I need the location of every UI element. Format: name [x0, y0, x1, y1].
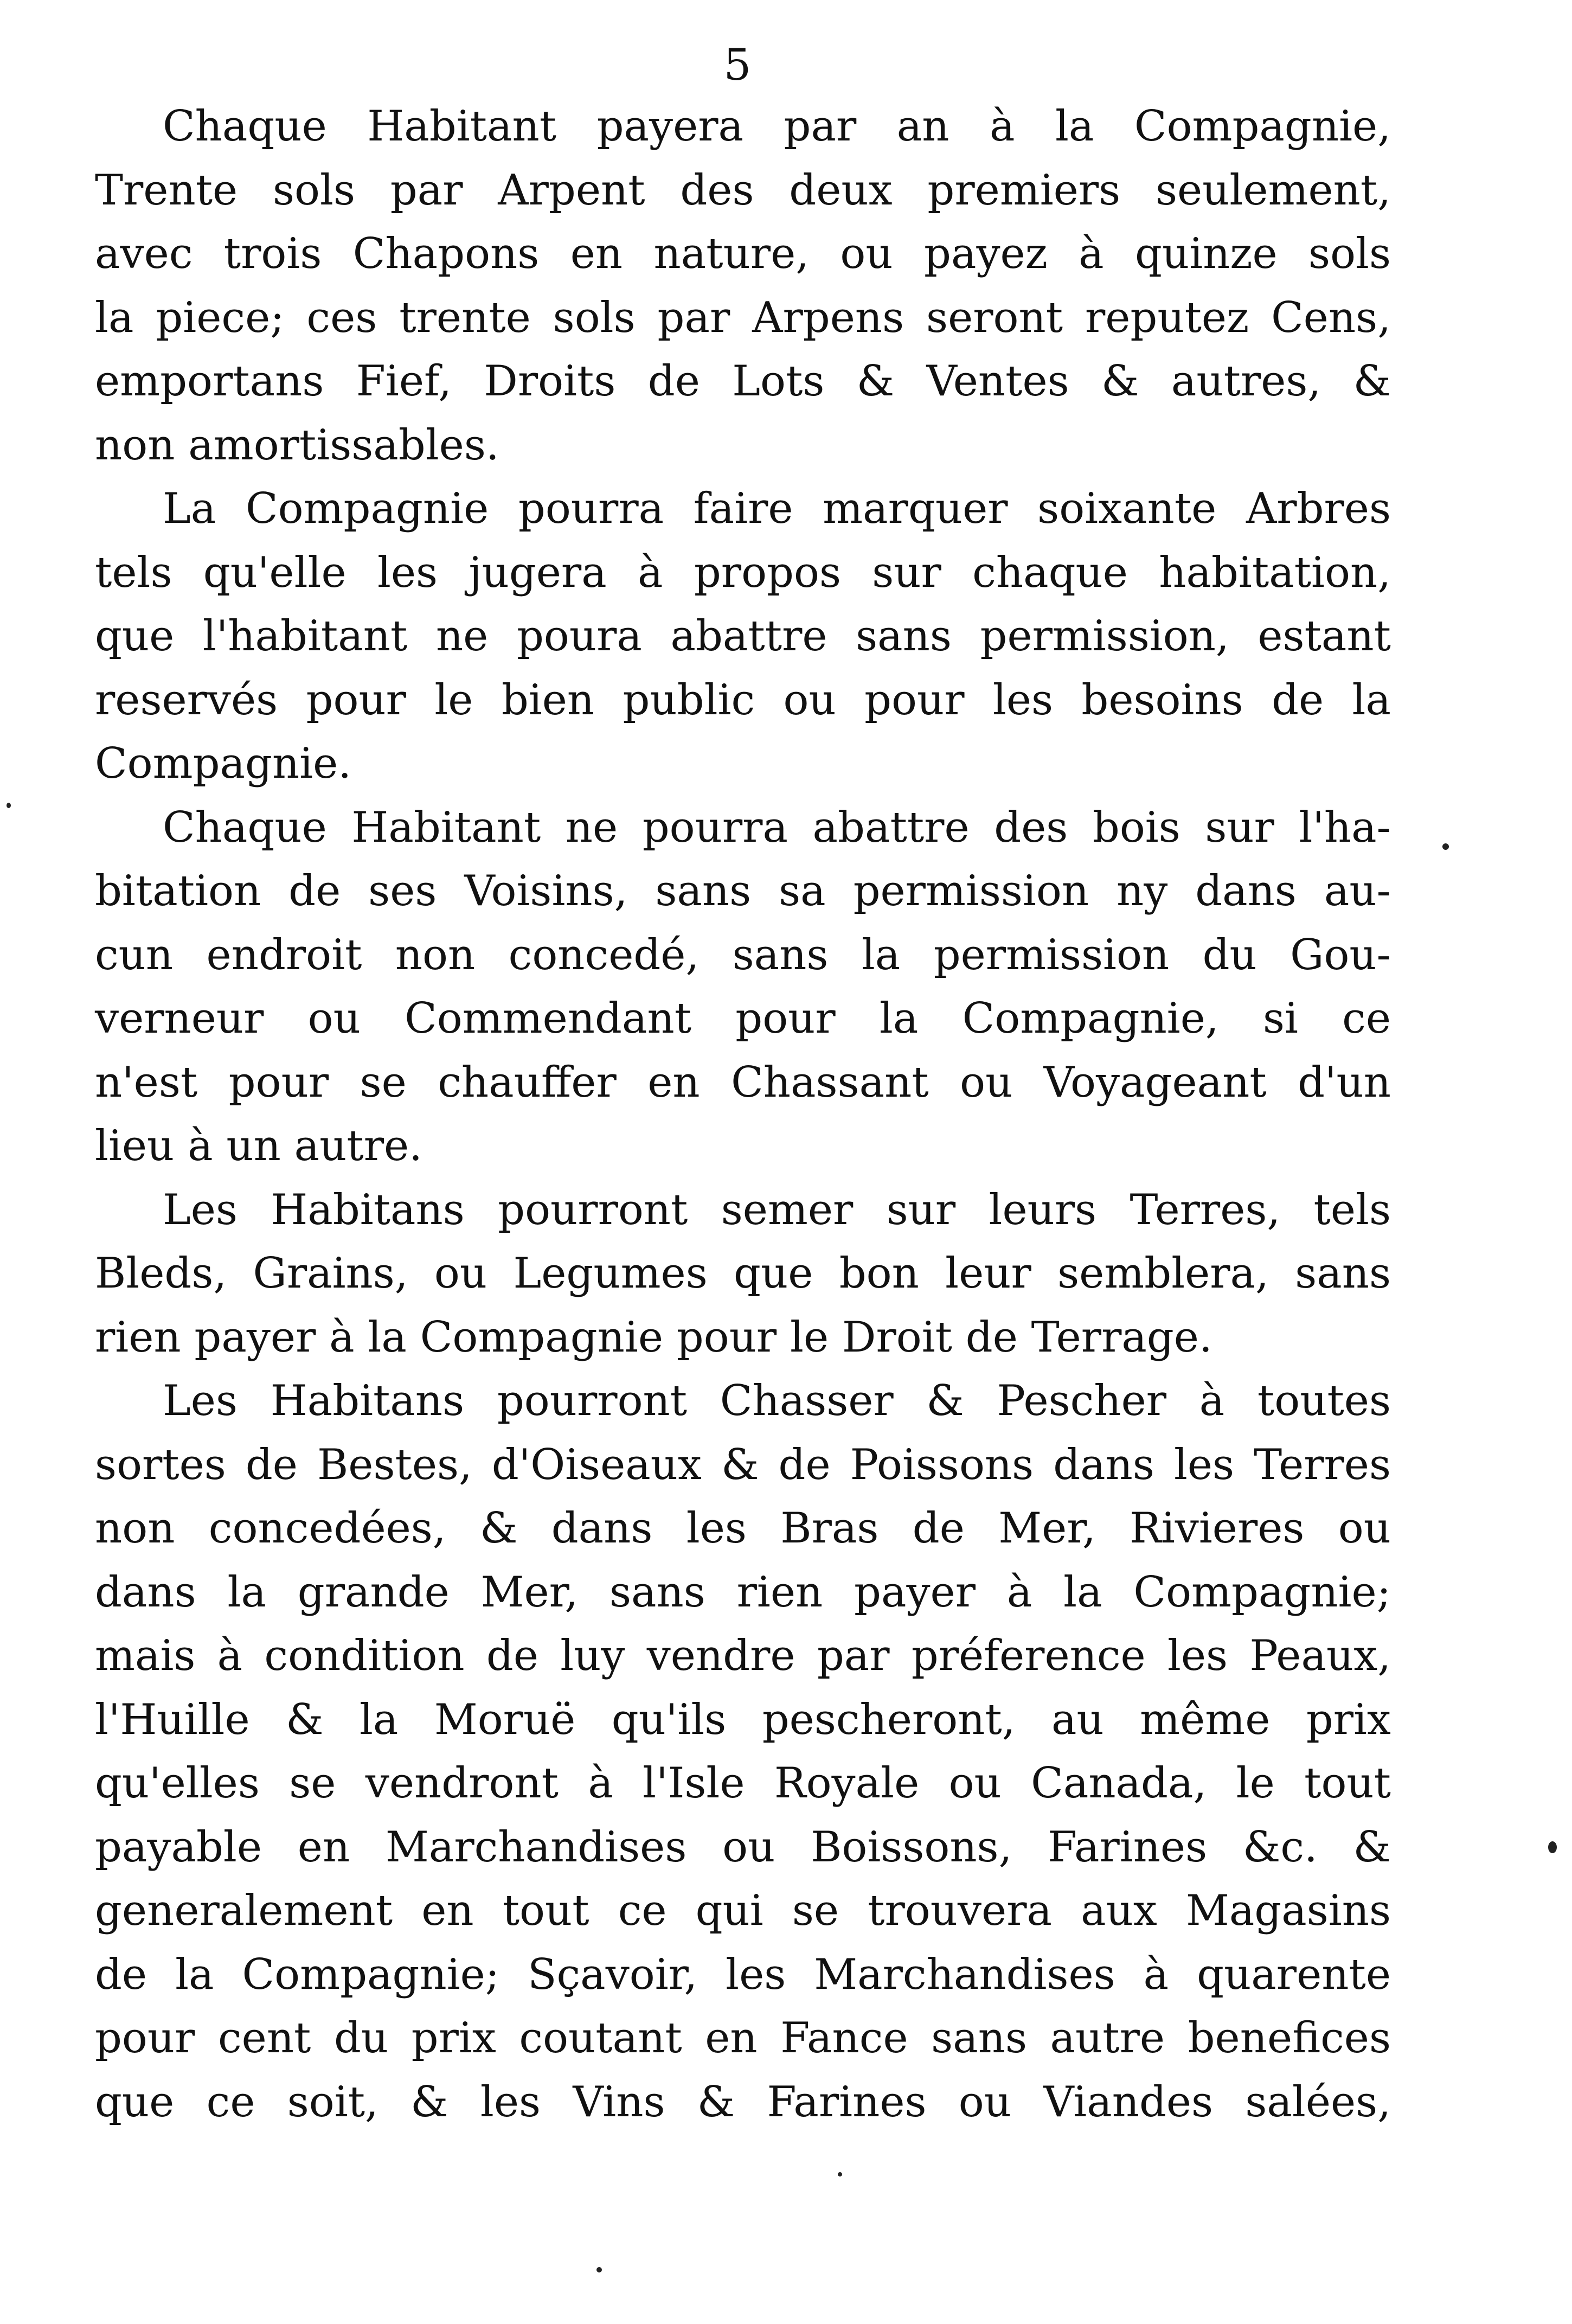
text-line: tels qu'elle les jugera à propos sur chaque habitation, — [95, 548, 1391, 597]
text-line: Compagnie. — [95, 739, 352, 788]
paragraph-4 — [95, 1179, 1391, 1370]
text-line: cun endroit non concedé, sans la permission du Gou- — [95, 930, 1391, 979]
text-line: que ce soit, & les Vins & Farines ou Viandes salées, — [95, 2077, 1391, 2127]
text-line: Chaque Habitant payera par an à la Compagnie, — [163, 102, 1391, 151]
text-line: de la Compagnie; Sçavoir, les Marchandises à quarente — [95, 1950, 1391, 1999]
text-line: l'Huille & la Moruë qu'ils pescheront, au même prix — [95, 1695, 1391, 1744]
body-text — [95, 95, 1391, 2134]
paragraph-2 — [95, 477, 1391, 796]
paragraph-1 — [95, 95, 1391, 477]
text-line: Chaque Habitant ne pourra abattre des bois sur l'ha- — [163, 803, 1391, 852]
text-line: que l'habitant ne poura abattre sans permission, estant — [95, 612, 1391, 661]
text-line: Trente sols par Arpent des deux premiers seulement, — [95, 165, 1391, 215]
text-line: bitation de ses Voisins, sans sa permission ny dans au- — [95, 867, 1391, 915]
text-line: non concedées, & dans les Bras de Mer, Rivieres ou — [95, 1504, 1391, 1553]
ink-speck — [838, 2172, 842, 2176]
ink-speck — [596, 2267, 602, 2272]
text-line: pour cent du prix coutant en Fance sans autre benefices — [95, 2014, 1391, 2063]
text-line: mais à condition de luy vendre par préference les Peaux, — [95, 1631, 1391, 1680]
ink-speck — [1442, 843, 1449, 850]
paragraph-5 — [95, 1369, 1391, 2134]
text-line: qu'elles se vendront à l'Isle Royale ou Canada, le tout — [95, 1759, 1391, 1808]
text-line: La Compagnie pourra faire marquer soixante Arbres — [163, 484, 1391, 533]
text-line: payable en Marchandises ou Boissons, Farines &c. & — [95, 1822, 1391, 1872]
text-line: verneur ou Commendant pour la Compagnie, si ce — [95, 994, 1391, 1043]
text-line: emportans Fief, Droits de Lots & Ventes & autres, & — [95, 357, 1391, 406]
paragraph-3 — [95, 796, 1391, 1179]
text-line: Bleds, Grains, ou Legumes que bon leur semblera, sans — [95, 1249, 1391, 1298]
text-line: la piece; ces trente sols par Arpens seront reputez Cens, — [95, 293, 1391, 342]
text-line: avec trois Chapons en nature, ou payez à quinze sols — [95, 229, 1391, 278]
text-line: lieu à un autre. — [95, 1122, 422, 1170]
text-line: dans la grande Mer, sans rien payer à la Compagnie; — [95, 1567, 1391, 1617]
text-line: sortes de Bestes, d'Oiseaux & de Poissons dans les Terres — [95, 1440, 1391, 1489]
page-number: 5 — [723, 40, 752, 90]
text-line: rien payer à la Compagnie pour le Droit de Terrage. — [95, 1313, 1212, 1362]
text-line: Les Habitans pourront semer sur leurs Terres, tels — [163, 1185, 1391, 1234]
text-line: reservés pour le bien public ou pour les besoins de la — [95, 675, 1391, 725]
ink-speck — [7, 803, 11, 808]
ink-speck — [1548, 1841, 1557, 1853]
text-line: non amortissables. — [95, 420, 499, 470]
text-line: generalement en tout ce qui se trouvera aux Magasins — [95, 1886, 1391, 1935]
text-line: Les Habitans pourront Chasser & Pescher à toutes — [163, 1377, 1391, 1425]
text-line: n'est pour se chauffer en Chassant ou Voyageant d'un — [95, 1058, 1391, 1107]
